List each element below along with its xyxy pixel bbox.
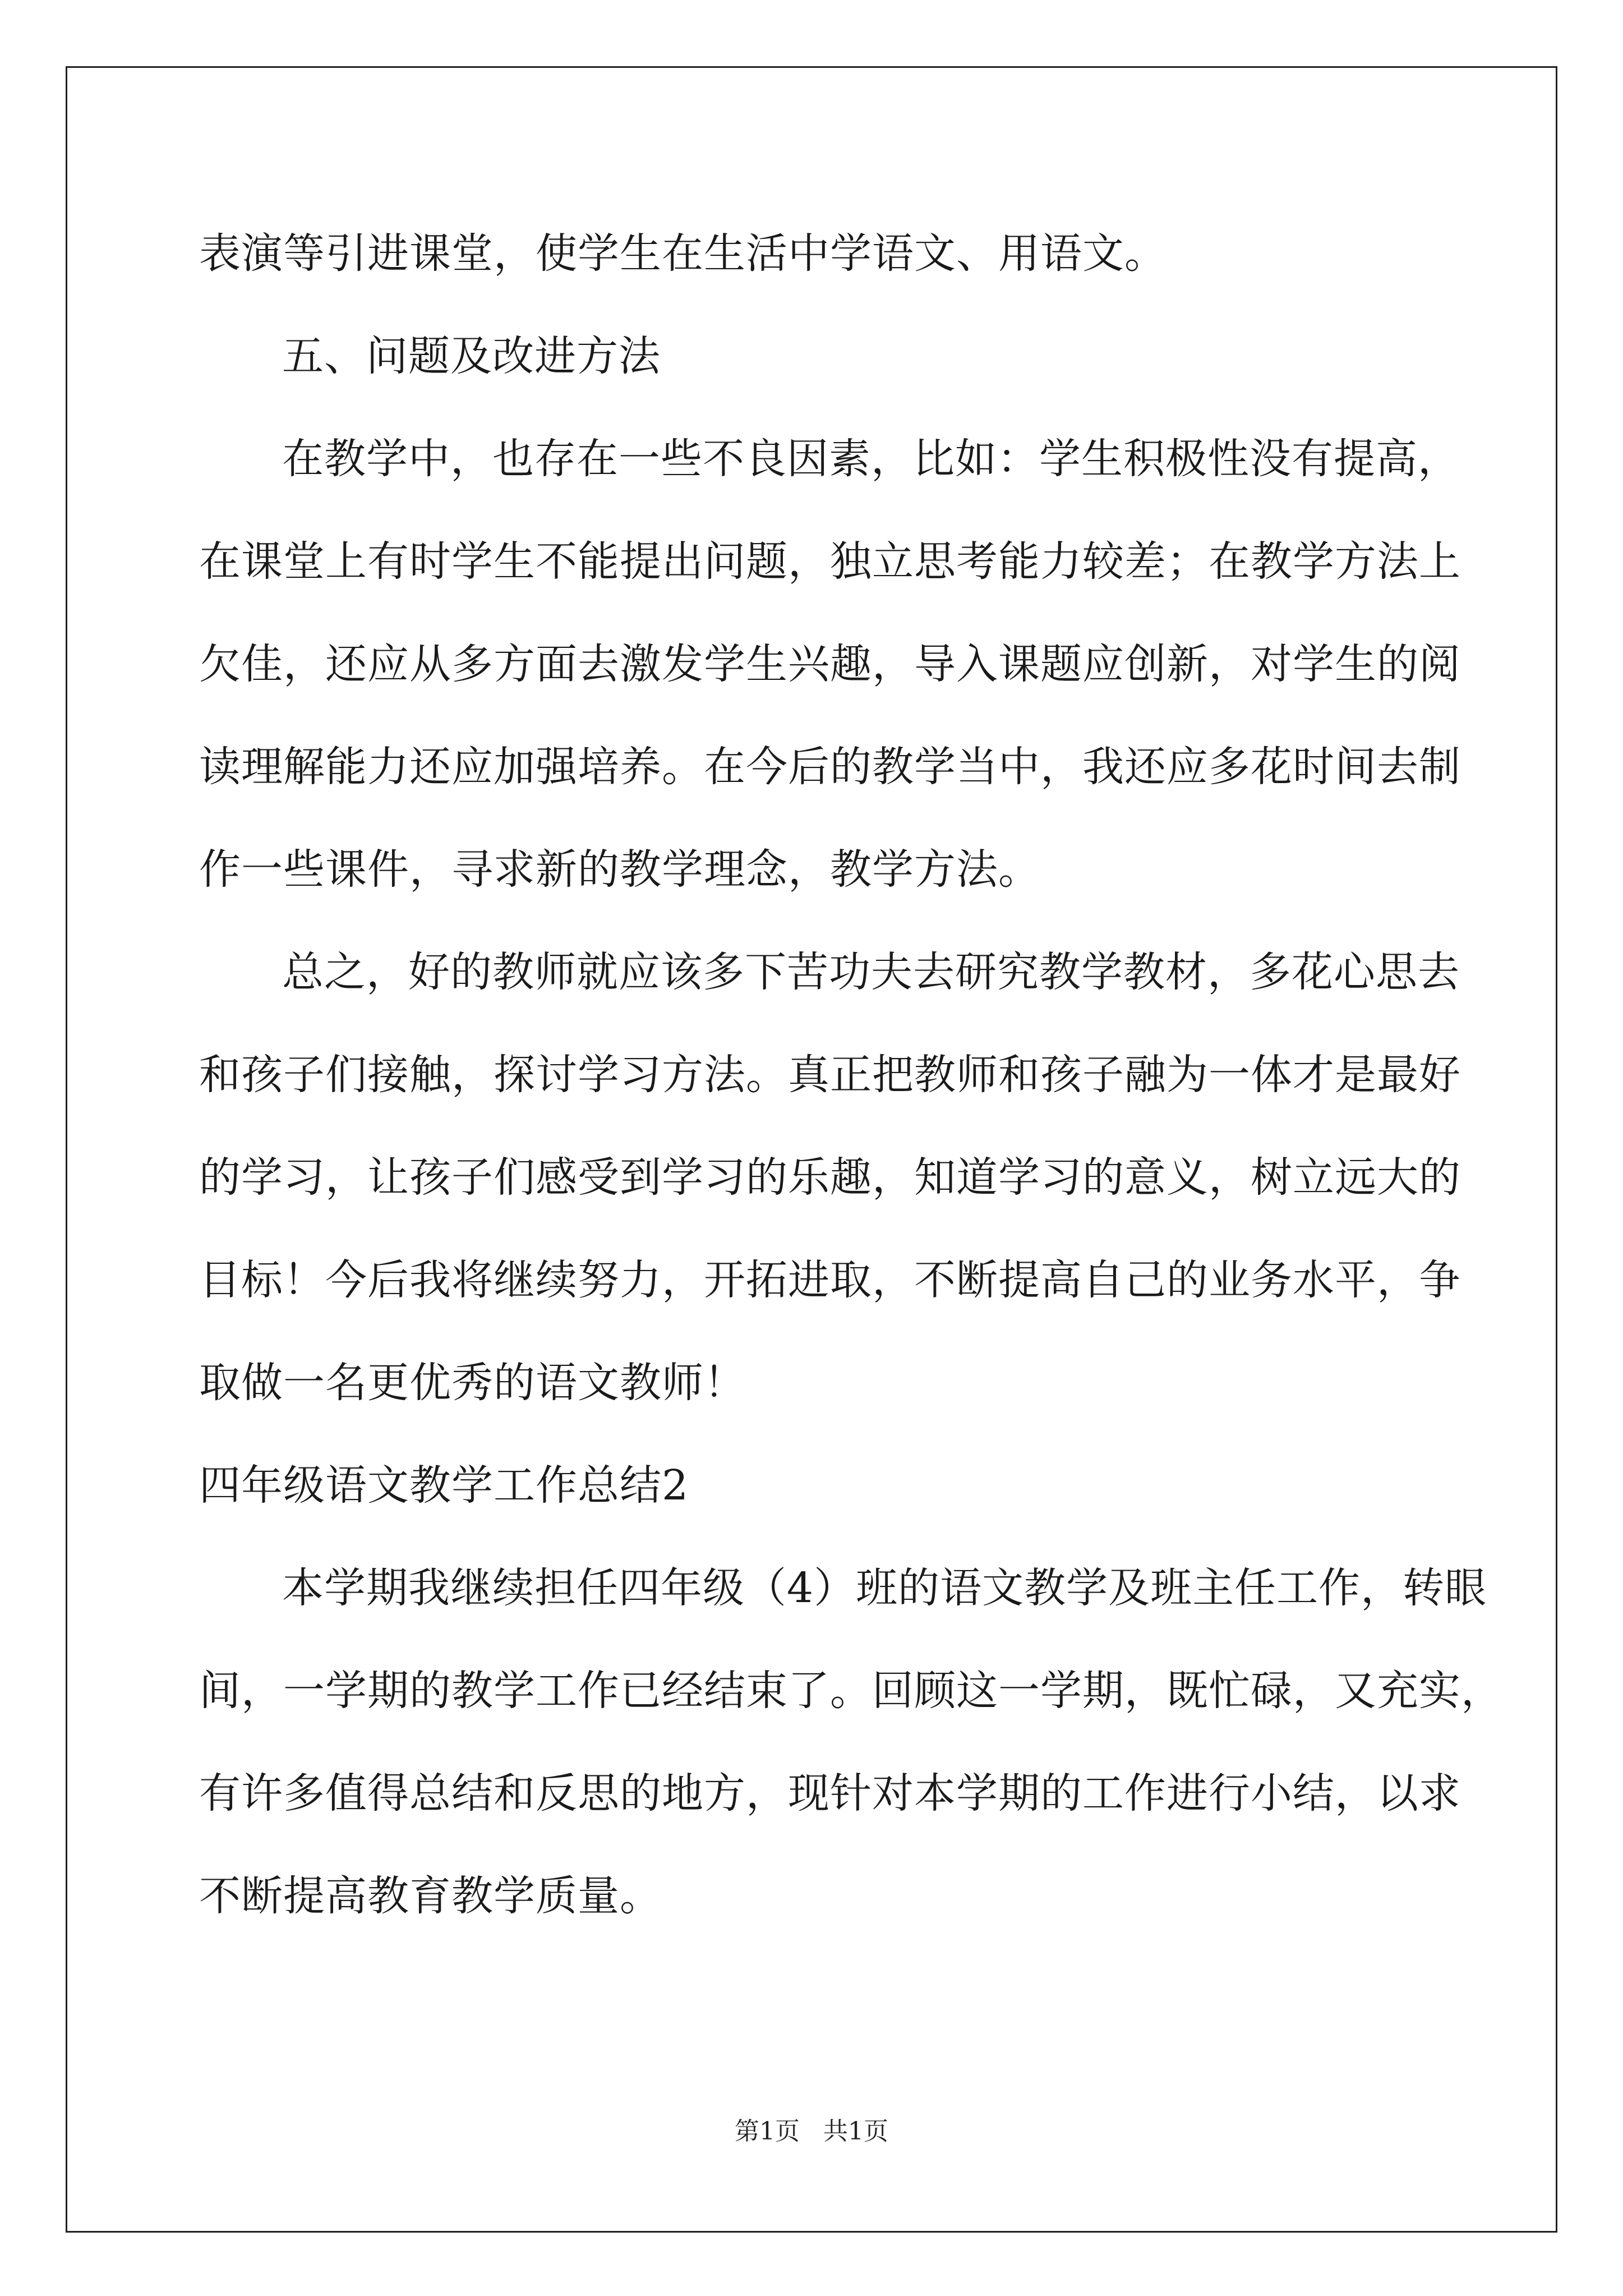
paragraph-line: 目标！今后我将继续努力，开拓进取，不断提高自己的业务水平，争	[199, 1256, 1461, 1304]
paragraph-line: 的学习，让孩子们感受到学习的乐趣，知道学习的意义，树立远大的	[199, 1153, 1461, 1202]
paragraph-line: 取做一名更优秀的语文教师！	[199, 1359, 746, 1407]
paragraph-line: 作一些课件，寻求新的教学理念，教学方法。	[199, 845, 1040, 894]
paragraph-line: 欠佳，还应从多方面去激发学生兴趣，导入课题应创新，对学生的阅	[199, 640, 1461, 688]
page-footer: 第1页 共1页	[735, 2117, 888, 2146]
paragraph-line: 和孩子们接触，探讨学习方法。真正把教师和孩子融为一体才是最好	[199, 1051, 1461, 1099]
paragraph-line: 本学期我继续担任四年级（4）班的语文教学及班主任工作，转眼	[282, 1564, 1487, 1612]
paragraph-line: 不断提高教育教学质量。	[199, 1872, 662, 1920]
document-title: 四年级语文教学工作总结2	[199, 1461, 689, 1510]
paragraph-line: 间，一学期的教学工作已经结束了。回顾这一学期，既忙碌，又充实，	[199, 1667, 1503, 1715]
paragraph-line: 在教学中，也存在一些不良因素，比如：学生积极性没有提高，	[282, 435, 1460, 483]
section-heading: 五、问题及改进方法	[282, 332, 661, 380]
paragraph-line: 表演等引进课堂，使学生在生活中学语文、用语文。	[199, 229, 1166, 278]
paragraph-line: 在课堂上有时学生不能提出问题，独立思考能力较差；在教学方法上	[199, 537, 1461, 586]
paragraph-line: 有许多值得总结和反思的地方，现针对本学期的工作进行小结，以求	[199, 1769, 1461, 1818]
paragraph-line: 读理解能力还应加强培养。在今后的教学当中，我还应多花时间去制	[199, 743, 1461, 791]
paragraph-line: 总之，好的教师就应该多下苦功夫去研究教学教材，多花心思去	[282, 948, 1460, 996]
